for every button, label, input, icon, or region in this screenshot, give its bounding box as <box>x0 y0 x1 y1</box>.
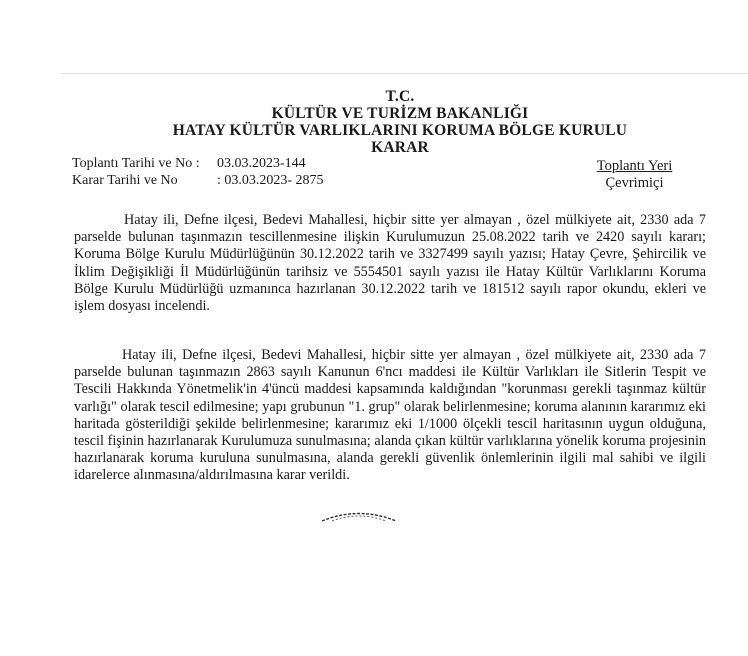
page-top-edge <box>60 73 748 74</box>
paragraph-background: Hatay ili, Defne ilçesi, Bedevi Mahallesi, hiçbir sitte yer almayan , özel mülkiyete ait, 2330 ada 7 parselde bulunan taşınmazın tescillenmesine ilişkin Kurulumuzun 25.08.2022 tarih ve 2420 sayılı kararı; Koruma Bölge Kurulu Müdürlüğünün 30.12.2022 tarih ve 3327499 sayılı yazısı; Hatay Çevre, Şehircilik ve İklim Değişikliği İl Müdürlüğünün tarihsiz ve 5554501 sayılı yazısı ile Hatay Kültür Varlıklarını Koruma Bölge Kurulu Müdürlüğü uzmanınca hazırlanan 30.12.2022 tarih ve 181512 sayılı rapor okundu, ekleri ve işlem dosyası incelendi. <box>74 212 706 315</box>
meeting-place <box>587 158 682 192</box>
header-ministry: KÜLTÜR VE TURİZM BAKANLIĞI <box>271 105 529 122</box>
meeting-date-value: 03.03.2023-144 <box>217 156 306 171</box>
seal-stamp-fragment <box>318 508 400 522</box>
header-decision: KARAR <box>371 139 429 156</box>
paragraph-decision: Hatay ili, Defne ilçesi, Bedevi Mahallesi, hiçbir sitte yer almayan , özel mülkiyete ait, 2330 ada 7 parselde bulunan taşınmazın 2863 sayılı Kanunun 6'ncı maddesi ile Kültür Varlıkları ile Sitlerin Tespit ve Tescili Hakkında Yönetmelik'in 4'üncü maddesi kapsamında kaldığından "korunması gerekli taşınmaz kültür varlığı" olarak tescil edilmesine; yapı grubunun "1. grup" olarak belirlenmesine; koruma alanının kararımız eki haritada gösterildiği şekilde belirlenmesine; kararımız eki 1/1000 ölçekli tescil haritasının uygun olduğuna, tescil fişinin hazırlanarak Kurulumuza sunulmasına; alanda çıkan kültür varlıklarına yönelik koruma projesinin hazırlanarak koruma kuruluna sunulmasına, alanda gerekli güvenlik önlemlerinin ilgili mal sahibi ve ilgili idarelerce alınmasına/aldırılmasına karar verildi. <box>74 347 706 484</box>
header-board: HATAY KÜLTÜR VARLIKLARINI KORUMA BÖLGE KURULU <box>172 122 628 139</box>
meeting-date-row <box>72 155 324 172</box>
header-tc: T.C. <box>385 88 415 105</box>
decision-date-label: Karar Tarihi ve No <box>72 173 178 188</box>
document-header <box>120 88 680 156</box>
meeting-place-value: Çevrimiçi <box>605 175 664 191</box>
decision-date-row <box>72 172 324 189</box>
decision-date-value: : 03.03.2023- 2875 <box>217 173 324 188</box>
meeting-place-label: Toplantı Yeri <box>596 158 673 174</box>
meeting-meta <box>72 155 324 189</box>
meeting-date-label: Toplantı Tarihi ve No : <box>72 156 200 171</box>
